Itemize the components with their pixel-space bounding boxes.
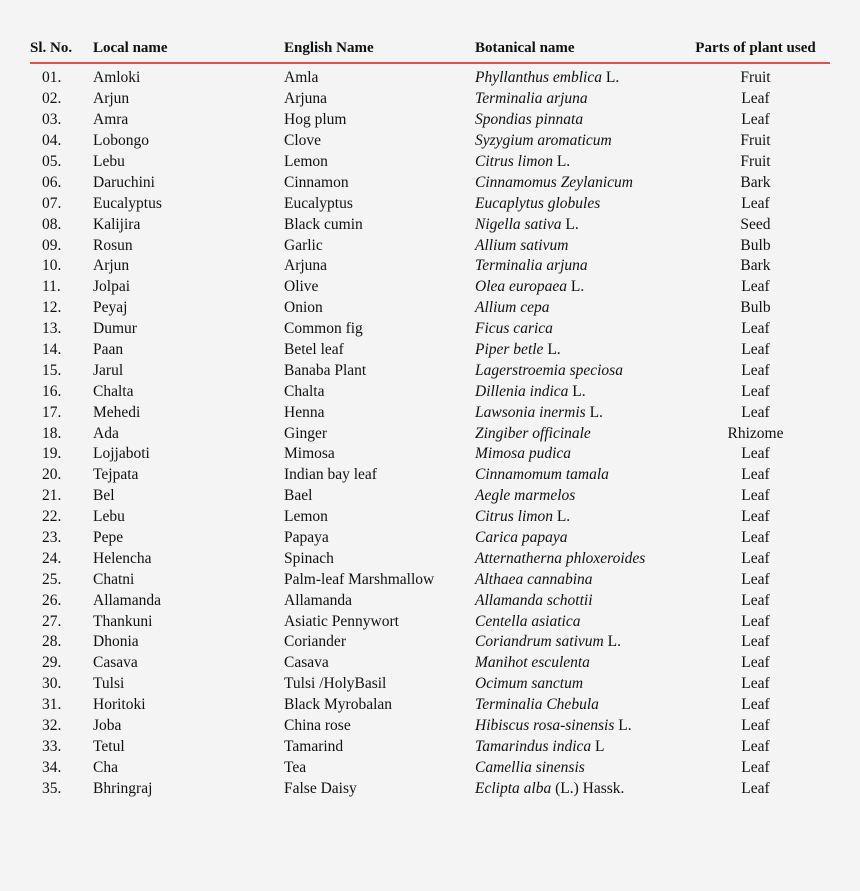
- cell-sl-no: 21.: [42, 487, 62, 505]
- cell-part-used: Leaf: [741, 90, 770, 108]
- cell-botanical-name: [475, 465, 681, 486]
- botanical-species: Camellia sinensis: [475, 758, 585, 776]
- botanical-species: Tamarindus indica: [475, 737, 592, 755]
- botanical-species: Centella asiatica: [475, 612, 581, 630]
- cell-english-name: Casava: [284, 654, 329, 672]
- botanical-authority: L.: [552, 508, 571, 526]
- botanical-species: Cinnamomus Zeylanicum: [475, 173, 634, 191]
- cell-botanical-name: [475, 486, 681, 507]
- botanical-species: Allium cepa: [475, 299, 550, 317]
- cell-part-used: Leaf: [741, 758, 770, 776]
- cell-english-name: Henna: [284, 403, 325, 421]
- table-row: [30, 444, 830, 465]
- botanical-species: Zingiber officinale: [475, 424, 591, 442]
- cell-sl-no: 09.: [42, 236, 62, 254]
- botanical-species: Carica papaya: [475, 529, 568, 547]
- botanical-species: Hibiscus rosa-sinensis: [475, 717, 615, 735]
- cell-english-name: Papaya: [284, 529, 329, 547]
- cell-botanical-name: [475, 381, 681, 402]
- table-row: [30, 319, 830, 340]
- cell-local-name: Amra: [93, 111, 129, 129]
- botanical-species: Coriandrum sativum: [475, 633, 604, 651]
- botanical-authority: L.: [585, 403, 603, 421]
- cell-sl-no: 26.: [42, 591, 62, 609]
- cell-part-used: Fruit: [740, 69, 771, 87]
- botanical-species: Citrus limon: [475, 508, 553, 526]
- cell-local-name: Mehedi: [93, 403, 141, 421]
- cell-botanical-name: [475, 110, 681, 131]
- cell-local-name: Chatni: [93, 570, 135, 588]
- cell-part-used: Leaf: [741, 508, 770, 526]
- cell-part-used: Leaf: [741, 320, 770, 338]
- cell-sl-no: 24.: [42, 549, 62, 567]
- cell-sl-no: 13.: [42, 320, 62, 338]
- cell-botanical-name: [475, 214, 681, 235]
- cell-sl-no: 05.: [42, 153, 62, 170]
- table-row: [30, 569, 830, 590]
- cell-part-used: Leaf: [741, 570, 770, 588]
- cell-local-name: Dumur: [93, 320, 137, 338]
- cell-sl-no: 32.: [42, 717, 62, 735]
- cell-local-name: Joba: [93, 717, 122, 735]
- cell-sl-no: 03.: [42, 111, 62, 129]
- table-row: [30, 152, 830, 173]
- cell-local-name: Jarul: [93, 361, 124, 379]
- cell-english-name: Tea: [284, 758, 307, 776]
- cell-sl-no: 19.: [42, 445, 62, 463]
- table-body: [30, 63, 830, 799]
- cell-botanical-name: [475, 653, 681, 674]
- cell-botanical-name: [475, 172, 681, 193]
- cell-botanical-name: [475, 277, 681, 298]
- cell-local-name: Pepe: [93, 529, 124, 547]
- cell-english-name: Lemon: [284, 153, 328, 170]
- botanical-species: Syzygium aromaticum: [475, 132, 612, 150]
- botanical-authority: (L.) Hassk.: [551, 779, 625, 797]
- botanical-species: Mimosa pudica: [475, 445, 572, 463]
- cell-sl-no: 12.: [42, 299, 62, 317]
- cell-english-name: Asiatic Pennywort: [284, 612, 399, 630]
- cell-sl-no: 30.: [42, 675, 62, 693]
- cell-part-used: Leaf: [741, 194, 770, 212]
- table-row: [30, 611, 830, 632]
- cell-local-name: Chalta: [93, 382, 134, 400]
- cell-local-name: Tejpata: [93, 466, 139, 484]
- cell-local-name: Rosun: [93, 236, 133, 254]
- cell-botanical-name: [475, 590, 681, 611]
- cell-local-name: Jolpai: [93, 278, 131, 296]
- cell-botanical-name: [475, 360, 681, 381]
- cell-english-name: Mimosa: [284, 445, 335, 463]
- cell-english-name: Betel leaf: [284, 341, 344, 359]
- cell-local-name: Horitoki: [93, 696, 146, 714]
- table-row: [30, 486, 830, 507]
- cell-english-name: Garlic: [284, 236, 323, 254]
- botanical-species: Manihot esculenta: [475, 654, 590, 672]
- table-row: [30, 214, 830, 235]
- table-row: [30, 277, 830, 298]
- cell-english-name: Olive: [284, 278, 319, 296]
- cell-part-used: Leaf: [741, 549, 770, 567]
- botanical-authority: L.: [543, 341, 561, 359]
- cell-english-name: False Daisy: [284, 779, 357, 797]
- cell-botanical-name: [475, 716, 681, 737]
- cell-botanical-name: [475, 778, 681, 799]
- cell-english-name: Lemon: [284, 508, 328, 526]
- cell-english-name: Amla: [284, 69, 319, 87]
- cell-botanical-name: [475, 423, 681, 444]
- table-row: [30, 695, 830, 716]
- cell-part-used: Leaf: [741, 487, 770, 505]
- cell-part-used: Leaf: [741, 529, 770, 547]
- table-row: [30, 716, 830, 737]
- cell-local-name: Tulsi: [93, 675, 125, 693]
- cell-local-name: Casava: [93, 654, 138, 672]
- table-row: [30, 235, 830, 256]
- medicinal-plants-table: [30, 34, 830, 799]
- botanical-authority: L.: [603, 633, 621, 651]
- cell-sl-no: 31.: [42, 696, 62, 714]
- cell-sl-no: 29.: [42, 654, 62, 672]
- cell-local-name: Daruchini: [93, 173, 155, 191]
- cell-botanical-name: [475, 319, 681, 340]
- cell-local-name: Ada: [93, 424, 119, 442]
- botanical-species: Eucaplytus globules: [475, 194, 601, 212]
- cell-part-used: Fruit: [740, 132, 771, 150]
- botanical-species: Terminalia arjuna: [475, 90, 588, 108]
- cell-part-used: Leaf: [741, 403, 770, 421]
- cell-part-used: Bulb: [740, 236, 771, 254]
- table-row: [30, 632, 830, 653]
- cell-part-used: Leaf: [741, 382, 770, 400]
- cell-local-name: Lebu: [93, 153, 125, 170]
- cell-botanical-name: [475, 674, 681, 695]
- cell-english-name: Eucalyptus: [284, 194, 353, 212]
- cell-english-name: Spinach: [284, 549, 334, 567]
- cell-local-name: Lebu: [93, 508, 125, 526]
- cell-botanical-name: [475, 235, 681, 256]
- cell-english-name: Coriander: [284, 633, 346, 651]
- cell-botanical-name: [475, 528, 681, 549]
- cell-local-name: Arjun: [93, 90, 130, 108]
- cell-part-used: Leaf: [741, 654, 770, 672]
- cell-botanical-name: [475, 89, 681, 110]
- cell-english-name: Ginger: [284, 424, 328, 442]
- cell-botanical-name: [475, 152, 681, 173]
- cell-english-name: Banaba Plant: [284, 361, 367, 379]
- cell-sl-no: 18.: [42, 424, 62, 442]
- cell-botanical-name: [475, 63, 681, 89]
- cell-part-used: Leaf: [741, 361, 770, 379]
- botanical-species: Piper betle: [475, 341, 544, 359]
- cell-english-name: Cinnamon: [284, 173, 349, 191]
- botanical-species: Olea europaea: [475, 278, 567, 296]
- table-row: [30, 737, 830, 758]
- cell-botanical-name: [475, 402, 681, 423]
- cell-botanical-name: [475, 737, 681, 758]
- cell-part-used: Leaf: [741, 445, 770, 463]
- cell-part-used: Leaf: [741, 466, 770, 484]
- header-botanical-name: Botanical name: [475, 34, 681, 63]
- botanical-species: Ficus carica: [475, 320, 553, 338]
- cell-local-name: Thankuni: [93, 612, 153, 630]
- cell-part-used: Leaf: [741, 717, 770, 735]
- cell-local-name: Lobongo: [93, 132, 149, 150]
- cell-botanical-name: [475, 507, 681, 528]
- table-row: [30, 381, 830, 402]
- table-row: [30, 402, 830, 423]
- cell-botanical-name: [475, 444, 681, 465]
- cell-sl-no: 10.: [42, 257, 62, 275]
- cell-sl-no: 34.: [42, 758, 62, 776]
- cell-local-name: Arjun: [93, 257, 130, 275]
- cell-sl-no: 06.: [42, 173, 62, 191]
- cell-english-name: Bael: [284, 487, 313, 505]
- header-local-name: Local name: [93, 34, 284, 63]
- cell-sl-no: 17.: [42, 403, 62, 421]
- table-row: [30, 465, 830, 486]
- botanical-species: Aegle marmelos: [475, 487, 576, 505]
- botanical-species: Eclipta alba: [475, 779, 552, 797]
- cell-english-name: Black cumin: [284, 215, 363, 233]
- cell-sl-no: 23.: [42, 529, 62, 547]
- botanical-species: Nigella sativa: [475, 215, 562, 233]
- cell-sl-no: 08.: [42, 215, 62, 233]
- cell-part-used: Leaf: [741, 612, 770, 630]
- cell-sl-no: 22.: [42, 508, 62, 526]
- plant-table-container: [30, 34, 830, 799]
- cell-sl-no: 25.: [42, 570, 62, 588]
- table-row: [30, 131, 830, 152]
- cell-english-name: Indian bay leaf: [284, 466, 377, 484]
- cell-sl-no: 16.: [42, 382, 62, 400]
- cell-part-used: Seed: [740, 215, 771, 233]
- table-row: [30, 507, 830, 528]
- botanical-species: Allium sativum: [475, 236, 569, 254]
- cell-botanical-name: [475, 193, 681, 214]
- cell-part-used: Bulb: [740, 299, 771, 317]
- table-row: [30, 172, 830, 193]
- cell-sl-no: 04.: [42, 132, 62, 150]
- table-row: [30, 89, 830, 110]
- table-row: [30, 110, 830, 131]
- table-row: [30, 778, 830, 799]
- cell-part-used: Fruit: [740, 153, 771, 170]
- cell-english-name: China rose: [284, 717, 351, 735]
- cell-local-name: Eucalyptus: [93, 194, 162, 212]
- cell-english-name: Arjuna: [284, 257, 328, 275]
- cell-part-used: Leaf: [741, 696, 770, 714]
- botanical-species: Althaea cannabina: [475, 570, 593, 588]
- cell-local-name: Kalijira: [93, 215, 141, 233]
- table-row: [30, 298, 830, 319]
- cell-local-name: Allamanda: [93, 591, 162, 609]
- botanical-species: Citrus limon: [475, 153, 553, 170]
- cell-english-name: Clove: [284, 132, 322, 150]
- cell-english-name: Onion: [284, 299, 323, 317]
- cell-botanical-name: [475, 757, 681, 778]
- table-row: [30, 528, 830, 549]
- botanical-authority: L.: [552, 153, 571, 170]
- botanical-authority: L.: [566, 278, 585, 296]
- cell-english-name: Allamanda: [284, 591, 353, 609]
- cell-part-used: Leaf: [741, 111, 770, 129]
- botanical-species: Dillenia indica: [475, 382, 569, 400]
- cell-part-used: Bark: [740, 257, 771, 275]
- botanical-authority: L: [591, 737, 605, 755]
- cell-english-name: Palm-leaf Marshmallow: [284, 570, 435, 588]
- table-row: [30, 340, 830, 361]
- table-row: [30, 653, 830, 674]
- cell-local-name: Tetul: [93, 737, 125, 755]
- table-row: [30, 423, 830, 444]
- cell-sl-no: 01.: [42, 69, 62, 87]
- header-parts-used: Parts of plant used: [681, 34, 830, 63]
- botanical-species: Atternatherna phloxeroides: [475, 549, 646, 567]
- cell-botanical-name: [475, 695, 681, 716]
- cell-local-name: Dhonia: [93, 633, 139, 651]
- botanical-authority: L.: [602, 69, 620, 87]
- botanical-species: Terminalia Chebula: [475, 696, 599, 714]
- header-row: [30, 34, 830, 63]
- cell-botanical-name: [475, 611, 681, 632]
- botanical-authority: L.: [614, 717, 632, 735]
- botanical-species: Terminalia arjuna: [475, 257, 588, 275]
- cell-part-used: Leaf: [741, 737, 770, 755]
- botanical-species: Lawsonia inermis: [475, 403, 586, 421]
- table-header: [30, 34, 830, 63]
- botanical-species: Ocimum sanctum: [475, 675, 584, 693]
- table-row: [30, 63, 830, 89]
- cell-english-name: Hog plum: [284, 111, 347, 129]
- cell-english-name: Tamarind: [284, 737, 344, 755]
- table-row: [30, 193, 830, 214]
- cell-part-used: Rhizome: [727, 424, 784, 442]
- table-row: [30, 256, 830, 277]
- cell-part-used: Leaf: [741, 675, 770, 693]
- cell-botanical-name: [475, 298, 681, 319]
- cell-sl-no: 20.: [42, 466, 62, 484]
- cell-english-name: Black Myrobalan: [284, 696, 393, 714]
- cell-sl-no: 11.: [42, 278, 61, 296]
- botanical-species: Allamanda schottii: [475, 591, 593, 609]
- cell-local-name: Paan: [93, 341, 124, 359]
- cell-sl-no: 02.: [42, 90, 62, 108]
- cell-botanical-name: [475, 632, 681, 653]
- cell-english-name: Tulsi /HolyBasil: [284, 675, 387, 693]
- cell-part-used: Leaf: [741, 591, 770, 609]
- cell-local-name: Cha: [93, 758, 118, 776]
- botanical-species: Lagerstroemia speciosa: [475, 361, 623, 379]
- botanical-species: Cinnamomum tamala: [475, 466, 609, 484]
- cell-english-name: Chalta: [284, 382, 325, 400]
- header-sl-no: Sl. No.: [30, 34, 93, 63]
- cell-sl-no: 28.: [42, 633, 62, 651]
- botanical-authority: L.: [568, 382, 586, 400]
- table-row: [30, 548, 830, 569]
- header-english-name: English Name: [284, 34, 475, 63]
- cell-local-name: Amloki: [93, 69, 141, 87]
- cell-part-used: Leaf: [741, 341, 770, 359]
- cell-local-name: Peyaj: [93, 299, 128, 317]
- cell-sl-no: 35.: [42, 779, 62, 797]
- botanical-authority: L.: [561, 215, 579, 233]
- cell-part-used: Leaf: [741, 779, 770, 797]
- cell-part-used: Leaf: [741, 278, 770, 296]
- table-row: [30, 590, 830, 611]
- cell-part-used: Bark: [740, 173, 771, 191]
- botanical-species: Phyllanthus emblica: [475, 69, 602, 87]
- table-row: [30, 674, 830, 695]
- cell-sl-no: 07.: [42, 194, 62, 212]
- cell-sl-no: 15.: [42, 361, 62, 379]
- cell-local-name: Bel: [93, 487, 115, 505]
- cell-local-name: Lojjaboti: [93, 445, 150, 463]
- cell-botanical-name: [475, 548, 681, 569]
- cell-botanical-name: [475, 569, 681, 590]
- cell-local-name: Bhringraj: [93, 779, 153, 797]
- cell-botanical-name: [475, 131, 681, 152]
- cell-english-name: Arjuna: [284, 90, 328, 108]
- cell-botanical-name: [475, 340, 681, 361]
- cell-english-name: Common fig: [284, 320, 363, 338]
- cell-sl-no: 27.: [42, 612, 62, 630]
- table-row: [30, 360, 830, 381]
- cell-sl-no: 33.: [42, 737, 62, 755]
- cell-sl-no: 14.: [42, 341, 62, 359]
- botanical-species: Spondias pinnata: [475, 111, 584, 129]
- cell-part-used: Leaf: [741, 633, 770, 651]
- cell-botanical-name: [475, 256, 681, 277]
- cell-local-name: Helencha: [93, 549, 152, 567]
- table-row: [30, 757, 830, 778]
